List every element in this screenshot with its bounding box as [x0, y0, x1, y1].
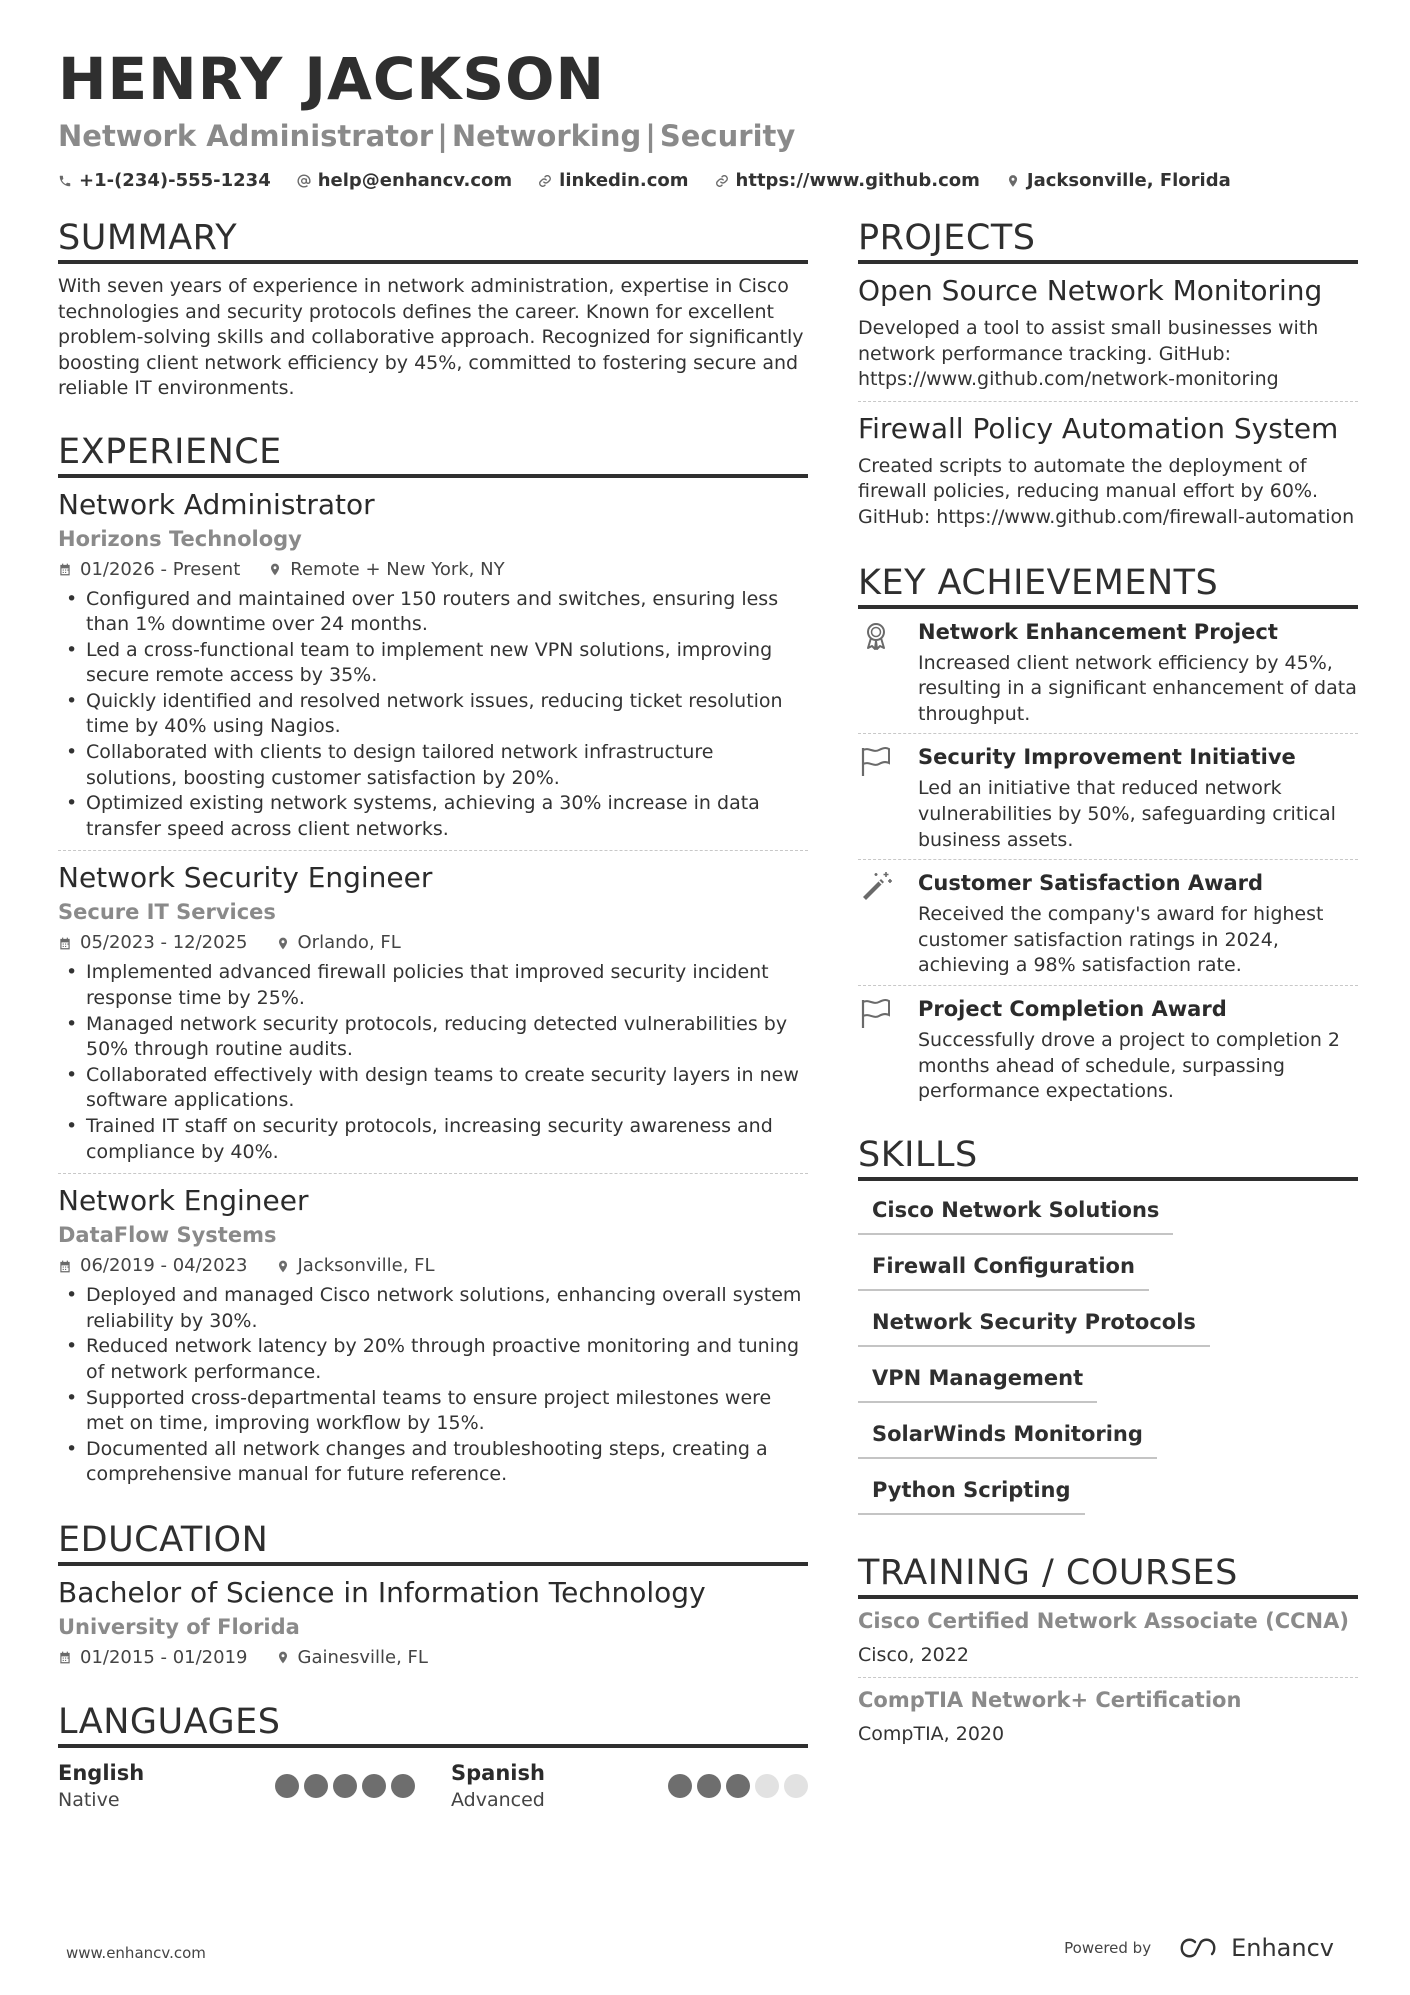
- candidate-title: [58, 116, 1358, 156]
- job-dates: [58, 556, 240, 584]
- achievement-description: Led an initiative that reduced network vulnerabilities by 50%, safeguarding critical business assets.: [918, 777, 1336, 851]
- job-bullets: [58, 587, 808, 843]
- section-heading: KEY ACHIEVEMENTS: [858, 561, 1358, 609]
- contact-text: help@enhancv.com: [317, 170, 513, 191]
- job-dates: [58, 1252, 248, 1280]
- language-name: Spanish: [451, 1760, 545, 1785]
- company-name: DataFlow Systems: [58, 1223, 277, 1248]
- job-meta: [58, 556, 808, 584]
- achievement-title: Customer Satisfaction Award: [918, 871, 1264, 896]
- enhancv-logo-icon: [1175, 1936, 1221, 1960]
- education-section: [58, 1518, 808, 1672]
- skill-tag: Network Security Protocols: [858, 1307, 1210, 1347]
- achievements-section: [858, 561, 1358, 1111]
- dates-text: 06/2019 - 04/2023: [80, 1255, 248, 1277]
- contact-email[interactable]: [297, 168, 512, 194]
- education-meta: [58, 1644, 808, 1672]
- title-separator: |: [437, 119, 448, 153]
- footer-branding: [1064, 1934, 1334, 1962]
- bullet-item: • Implemented advanced firewall policies that improved security incident response time by 25%.: [58, 960, 808, 1011]
- left-column: [58, 216, 808, 1842]
- course-provider: CompTIA, 2020: [858, 1722, 1005, 1745]
- right-column: [858, 216, 1358, 1784]
- training-section: [858, 1551, 1358, 1756]
- achievement-title: Security Improvement Initiative: [918, 745, 1296, 770]
- resume-header: [58, 44, 1358, 194]
- project-description: Developed a tool to assist small businesses with network performance tracking. GitHub: https://www.github.com/network-monitoring: [858, 317, 1319, 391]
- contact-linkedin[interactable]: [538, 168, 688, 194]
- language-rating: [275, 1774, 415, 1798]
- bullet-item: • Quickly identified and resolved network issues, reducing ticket resolution time by 40% using Nagios.: [58, 689, 808, 740]
- achievement-entry: [858, 860, 1358, 986]
- section-heading: SUMMARY: [58, 216, 808, 264]
- rating-dot: [668, 1774, 692, 1798]
- dates-text: 01/2015 - 01/2019: [80, 1646, 248, 1668]
- job-title: Network Engineer: [58, 1184, 309, 1218]
- job-bullets: [58, 960, 808, 1165]
- contact-text: Jacksonville, Florida: [1026, 170, 1231, 191]
- contact-github[interactable]: [715, 168, 980, 194]
- achievement-entry: [858, 609, 1358, 735]
- achievement-entry: [858, 734, 1358, 860]
- bullet-item: • Optimized existing network systems, achieving a 30% increase in data transfer speed across client networks.: [58, 791, 808, 842]
- bullet-item: • Deployed and managed Cisco network solutions, enhancing overall system reliability by 30%.: [58, 1283, 808, 1334]
- footer-website[interactable]: www.enhancv.com: [66, 1944, 206, 1962]
- dates-text: 05/2023 - 12/2025: [80, 932, 248, 954]
- dates-text: 01/2026 - Present: [80, 558, 241, 580]
- bullet-item: • Reduced network latency by 20% through proactive monitoring and tuning of network performance.: [58, 1334, 808, 1385]
- job-entry: [58, 1174, 808, 1496]
- course-title: CompTIA Network+ Certification: [858, 1687, 1242, 1712]
- title-separator: |: [645, 119, 656, 153]
- course-entry: [858, 1599, 1358, 1678]
- award-ribbon-icon: [858, 619, 894, 655]
- achievement-description: Successfully drove a project to completion 2 months ahead of schedule, surpassing performance expectations.: [918, 1028, 1341, 1103]
- achievement-title: Network Enhancement Project: [918, 619, 1278, 644]
- calendar-icon: [58, 562, 72, 577]
- company-name: Horizons Technology: [58, 526, 302, 551]
- contact-location: [1006, 168, 1231, 194]
- project-description: Created scripts to automate the deployment of firewall policies, reducing manual effort by 60%. GitHub: https://www.github.com/firewall-automation: [858, 454, 1355, 528]
- bullet-item: • Trained IT staff on security protocols, increasing security awareness and compliance by 40%.: [58, 1114, 808, 1165]
- calendar-icon: [58, 936, 72, 951]
- education-location: [276, 1644, 428, 1672]
- language-level: Advanced: [451, 1788, 545, 1811]
- brand-logo[interactable]: [1175, 1934, 1334, 1962]
- language-list: [58, 1760, 808, 1814]
- language-level: Native: [58, 1788, 120, 1811]
- flag-icon: [858, 744, 894, 780]
- job-meta: [58, 929, 808, 957]
- job-dates: [58, 929, 248, 957]
- rating-dot: [697, 1774, 721, 1798]
- location-text: Remote + New York, NY: [290, 558, 505, 580]
- job-meta: [58, 1252, 808, 1280]
- project-entry: [858, 264, 1358, 402]
- course-provider: Cisco, 2022: [858, 1643, 969, 1666]
- contact-text: linkedin.com: [559, 170, 689, 191]
- job-location: [268, 556, 504, 584]
- job-location: [276, 929, 401, 957]
- language-item: [58, 1760, 415, 1814]
- course-title: Cisco Certified Network Associate (CCNA): [858, 1608, 1349, 1633]
- skill-list: [858, 1195, 1358, 1531]
- title-part: Security: [659, 119, 796, 153]
- location-text: Orlando, FL: [297, 932, 401, 954]
- bullet-item: • Collaborated with clients to design tailored network infrastructure solutions, boosting customer satisfaction by 20%.: [58, 740, 808, 791]
- project-title: Open Source Network Monitoring: [858, 274, 1323, 307]
- skill-tag: Python Scripting: [858, 1475, 1085, 1515]
- skill-tag: Firewall Configuration: [858, 1251, 1149, 1291]
- achievement-icon-wrap: [858, 617, 902, 728]
- magic-wand-icon: [858, 870, 894, 906]
- skill-tag: SolarWinds Monitoring: [858, 1419, 1157, 1459]
- at-icon: [297, 174, 311, 188]
- contact-bar: [58, 168, 1358, 194]
- job-title: Network Administrator: [58, 487, 375, 521]
- link-icon: [715, 174, 729, 188]
- rating-dot: [726, 1774, 750, 1798]
- title-part: Network Administrator: [58, 119, 434, 153]
- location-text: Gainesville, FL: [297, 1646, 428, 1668]
- location-pin-icon: [276, 1650, 290, 1665]
- location-text: Jacksonville, FL: [297, 1255, 435, 1277]
- powered-by-label: Powered by: [1064, 1939, 1152, 1957]
- project-entry: [858, 402, 1358, 539]
- brand-name: Enhancv: [1231, 1934, 1334, 1962]
- section-heading: SKILLS: [858, 1133, 1358, 1181]
- section-heading: EXPERIENCE: [58, 430, 808, 478]
- school-name: University of Florida: [58, 1614, 300, 1639]
- bullet-item: • Configured and maintained over 150 routers and switches, ensuring less than 1% downtime over 24 months.: [58, 587, 808, 638]
- projects-section: [858, 216, 1358, 539]
- contact-text: https://www.github.com: [735, 170, 980, 191]
- location-pin-icon: [1006, 174, 1020, 188]
- job-title: Network Security Engineer: [58, 861, 433, 895]
- achievement-description: Received the company's award for highest customer satisfaction ratings in 2024, achieving a 98% satisfaction rate.: [918, 903, 1324, 977]
- achievement-entry: [858, 986, 1358, 1111]
- language-name: English: [58, 1760, 145, 1785]
- language-item: [451, 1760, 808, 1814]
- link-icon: [538, 174, 552, 188]
- bullet-item: • Collaborated effectively with design teams to create security layers in new software applications.: [58, 1063, 808, 1114]
- degree-title: Bachelor of Science in Information Technology: [58, 1575, 706, 1609]
- achievement-description: Increased client network efficiency by 45%, resulting in a significant enhancement of data throughput.: [918, 651, 1357, 725]
- job-location: [276, 1252, 435, 1280]
- location-pin-icon: [276, 1259, 290, 1274]
- skill-tag: Cisco Network Solutions: [858, 1195, 1173, 1235]
- rating-dot: [275, 1774, 299, 1798]
- education-dates: [58, 1644, 248, 1672]
- rating-dot: [391, 1774, 415, 1798]
- section-heading: LANGUAGES: [58, 1700, 808, 1748]
- rating-dot: [362, 1774, 386, 1798]
- language-rating: [668, 1774, 808, 1798]
- job-bullets: [58, 1283, 808, 1488]
- section-heading: EDUCATION: [58, 1518, 808, 1566]
- contact-phone[interactable]: [58, 168, 271, 194]
- rating-dot: [784, 1774, 808, 1798]
- contact-text: +1-(234)-555-1234: [79, 170, 271, 191]
- section-heading: TRAINING / COURSES: [858, 1551, 1358, 1599]
- achievement-icon-wrap: [858, 994, 902, 1105]
- job-entry: [58, 478, 808, 852]
- achievement-title: Project Completion Award: [918, 996, 1227, 1021]
- title-part: Networking: [451, 119, 642, 153]
- location-pin-icon: [276, 936, 290, 951]
- phone-icon: [58, 174, 72, 188]
- languages-section: [58, 1700, 808, 1814]
- location-pin-icon: [268, 562, 282, 577]
- rating-dot: [304, 1774, 328, 1798]
- candidate-name: HENRY JACKSON: [58, 45, 605, 113]
- skill-tag: VPN Management: [858, 1363, 1097, 1403]
- skills-section: [858, 1133, 1358, 1531]
- flag-icon: [858, 996, 894, 1032]
- bullet-item: • Led a cross-functional team to implement new VPN solutions, improving secure remote access by 35%.: [58, 638, 808, 689]
- calendar-icon: [58, 1650, 72, 1665]
- section-heading: PROJECTS: [858, 216, 1358, 264]
- summary-section: [58, 216, 808, 402]
- bullet-item: • Supported cross-departmental teams to ensure project milestones were met on time, improving workflow by 15%.: [58, 1386, 808, 1437]
- rating-dot: [755, 1774, 779, 1798]
- experience-section: [58, 430, 808, 1496]
- course-entry: [858, 1678, 1358, 1756]
- achievement-icon-wrap: [858, 742, 902, 853]
- project-title: Firewall Policy Automation System: [858, 411, 1339, 445]
- rating-dot: [333, 1774, 357, 1798]
- company-name: Secure IT Services: [58, 900, 276, 925]
- job-entry: [58, 851, 808, 1174]
- achievement-icon-wrap: [858, 868, 902, 979]
- bullet-item: • Documented all network changes and troubleshooting steps, creating a comprehensive manual for future reference.: [58, 1437, 808, 1488]
- calendar-icon: [58, 1259, 72, 1274]
- bullet-item: • Managed network security protocols, reducing detected vulnerabilities by 50% through routine audits.: [58, 1012, 808, 1063]
- summary-text: With seven years of experience in network administration, expertise in Cisco technologies and security protocols defines the career. Known for excellent problem-solving skills and collaborative approach. Recognized for significantly boosting client network efficiency by 45%, committed to fostering secure and reliable IT environments.: [58, 275, 804, 399]
